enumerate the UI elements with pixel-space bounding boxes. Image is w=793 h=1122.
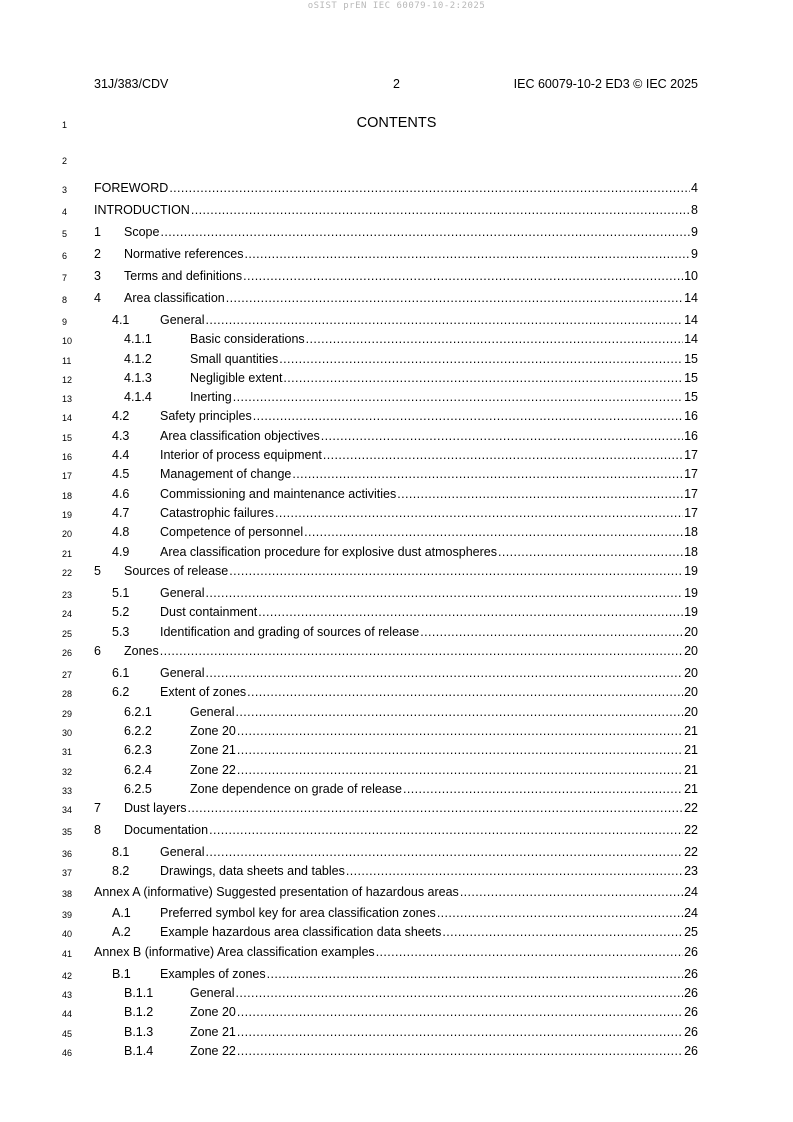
toc-entry-page: 9 xyxy=(691,225,698,239)
line-number: 22 xyxy=(62,568,73,578)
toc-entry-number: 6.2.2 xyxy=(124,724,152,738)
toc-entry-label: Zone dependence on grade of release xyxy=(190,782,402,796)
dot-leader xyxy=(275,506,683,520)
toc-entry-page: 15 xyxy=(684,352,698,366)
toc-entry-number: 4.2 xyxy=(112,409,130,423)
line-number: 12 xyxy=(62,375,73,385)
toc-entry[interactable] xyxy=(94,352,698,368)
toc-entry[interactable] xyxy=(94,332,698,348)
toc-entry-label: General xyxy=(160,845,205,859)
line-number: 24 xyxy=(62,609,73,619)
toc-entry-label: Zone 20 xyxy=(190,1005,236,1019)
line-number: 16 xyxy=(62,452,73,462)
dot-leader xyxy=(160,225,690,239)
toc-entry[interactable] xyxy=(94,181,698,197)
toc-entry[interactable] xyxy=(94,586,698,602)
toc-entry-page: 26 xyxy=(684,1005,698,1019)
toc-entry-label: Small quantities xyxy=(190,352,279,366)
line-number: 30 xyxy=(62,728,73,738)
dot-leader xyxy=(292,467,683,481)
line-number: 38 xyxy=(62,889,73,899)
toc-entry-number: B.1.3 xyxy=(124,1025,154,1039)
toc-entry-label: Area classification xyxy=(124,291,225,305)
toc-entry-label: General xyxy=(190,705,235,719)
toc-entry-number: 6.2.1 xyxy=(124,705,152,719)
dot-leader xyxy=(243,269,683,283)
dot-leader xyxy=(403,782,683,796)
toc-entry-number: 8.1 xyxy=(112,845,130,859)
toc-entry-number: 7 xyxy=(94,801,101,815)
toc-entry-number: 4.1 xyxy=(112,313,130,327)
toc-entry-number: B.1.4 xyxy=(124,1044,154,1058)
toc-entry-page: 4 xyxy=(691,181,698,195)
toc-entry[interactable] xyxy=(94,409,698,425)
watermark: oSIST prEN IEC 60079-10-2:2025 xyxy=(307,1,486,11)
line-number: 13 xyxy=(62,394,73,404)
toc-entry-number: 1 xyxy=(94,225,101,239)
toc-entry[interactable] xyxy=(94,487,698,503)
toc-entry[interactable] xyxy=(94,666,698,682)
dot-leader xyxy=(437,906,683,920)
toc-entry[interactable] xyxy=(94,313,698,329)
toc-entry-page: 19 xyxy=(684,605,698,619)
dot-leader xyxy=(188,801,684,815)
toc-entry-number: 4.6 xyxy=(112,487,130,501)
toc-entry-label: Competence of personnel xyxy=(160,525,304,539)
dot-leader xyxy=(498,545,683,559)
toc-entry-page: 22 xyxy=(684,845,698,859)
toc-entry-page: 14 xyxy=(684,332,698,346)
line-number: 27 xyxy=(62,670,73,680)
dot-leader xyxy=(420,625,683,639)
toc-entry-number: 6 xyxy=(94,644,101,658)
document-code: 31J/383/CDV xyxy=(94,77,169,91)
line-number: 29 xyxy=(62,709,73,719)
line-number: 1 xyxy=(62,120,68,130)
toc-entry-label: Zones xyxy=(124,644,159,658)
toc-entry-page: 21 xyxy=(684,782,698,796)
toc-entry-label: General xyxy=(160,313,205,327)
toc-entry[interactable] xyxy=(94,743,698,759)
toc-entry[interactable] xyxy=(94,291,698,307)
line-number: 44 xyxy=(62,1009,73,1019)
toc-entry-number: 8 xyxy=(94,823,101,837)
dot-leader xyxy=(233,390,683,404)
toc-entry-page: 20 xyxy=(684,685,698,699)
dot-leader xyxy=(321,429,683,443)
toc-entry-number: 3 xyxy=(94,269,101,283)
dot-leader xyxy=(237,1025,683,1039)
dot-leader xyxy=(376,945,683,959)
toc-entry[interactable] xyxy=(94,1025,698,1041)
toc-entry-page: 26 xyxy=(684,1044,698,1058)
line-number: 8 xyxy=(62,295,68,305)
toc-entry[interactable] xyxy=(94,823,698,839)
line-number: 46 xyxy=(62,1048,73,1058)
toc-entry-number: 5.2 xyxy=(112,605,130,619)
dot-leader xyxy=(279,352,683,366)
toc-entry[interactable] xyxy=(94,448,698,464)
toc-entry[interactable] xyxy=(94,864,698,880)
toc-entry-page: 24 xyxy=(684,906,698,920)
dot-leader xyxy=(306,332,683,346)
toc-entry-label: General xyxy=(160,586,205,600)
toc-entry-number: A.2 xyxy=(112,925,131,939)
toc-entry[interactable] xyxy=(94,390,698,406)
toc-entry-page: 21 xyxy=(684,724,698,738)
dot-leader xyxy=(258,605,683,619)
line-number: 40 xyxy=(62,929,73,939)
toc-entry-number: A.1 xyxy=(112,906,131,920)
line-number: 17 xyxy=(62,471,73,481)
page-title: CONTENTS xyxy=(356,115,437,131)
toc-entry-number: 4.4 xyxy=(112,448,130,462)
line-number: 4 xyxy=(62,207,68,217)
toc-entry-page: 26 xyxy=(684,986,698,1000)
dot-leader xyxy=(346,864,683,878)
line-number: 33 xyxy=(62,786,73,796)
toc-entry-label: Management of change xyxy=(160,467,292,481)
toc-entry[interactable] xyxy=(94,1044,698,1060)
toc-entry-number: 5 xyxy=(94,564,101,578)
toc-entry-label: Drawings, data sheets and tables xyxy=(160,864,345,878)
toc-entry-page: 18 xyxy=(684,545,698,559)
toc-entry[interactable] xyxy=(94,801,698,817)
toc-entry-label: Zone 22 xyxy=(190,1044,236,1058)
toc-entry-label: Commissioning and maintenance activities xyxy=(160,487,397,501)
toc-entry-number: B.1 xyxy=(112,967,131,981)
toc-entry-number: 5.1 xyxy=(112,586,130,600)
line-number: 20 xyxy=(62,529,73,539)
toc-entry[interactable] xyxy=(94,525,698,541)
toc-entry-label: Safety principles xyxy=(160,409,252,423)
toc-entry-page: 22 xyxy=(684,823,698,837)
toc-entry[interactable] xyxy=(94,467,698,483)
dot-leader xyxy=(442,925,683,939)
toc-entry-page: 16 xyxy=(684,429,698,443)
toc-entry-label: Interior of process equipment xyxy=(160,448,322,462)
toc-entry-number: 4.9 xyxy=(112,545,130,559)
toc-entry[interactable] xyxy=(94,564,698,580)
toc-entry-label: General xyxy=(190,986,235,1000)
page-number: 2 xyxy=(393,77,400,91)
line-number: 34 xyxy=(62,805,73,815)
dot-leader xyxy=(460,885,683,899)
toc-entry[interactable] xyxy=(94,705,698,721)
toc-entry-page: 19 xyxy=(684,564,698,578)
dot-leader xyxy=(323,448,683,462)
dot-leader xyxy=(235,986,683,1000)
toc-entry[interactable] xyxy=(94,625,698,641)
line-number: 14 xyxy=(62,413,73,423)
dot-leader xyxy=(253,409,683,423)
toc-entry-page: 25 xyxy=(684,925,698,939)
toc-entry[interactable] xyxy=(94,906,698,922)
toc-entry[interactable] xyxy=(94,429,698,445)
line-number: 21 xyxy=(62,549,73,559)
toc-entry[interactable] xyxy=(94,782,698,798)
dot-leader xyxy=(237,1005,683,1019)
toc-entry-label: Sources of release xyxy=(124,564,229,578)
toc-entry-label: Area classification objectives xyxy=(160,429,320,443)
toc-entry-page: 9 xyxy=(691,247,698,261)
toc-entry-number: 4.7 xyxy=(112,506,130,520)
toc-entry-number: 6.2.5 xyxy=(124,782,152,796)
line-number: 43 xyxy=(62,990,73,1000)
line-number: 32 xyxy=(62,767,73,777)
toc-entry-label: Terms and definitions xyxy=(124,269,243,283)
toc-entry-page: 24 xyxy=(684,885,698,899)
dot-leader xyxy=(205,313,683,327)
toc-entry[interactable] xyxy=(94,885,698,901)
toc-entry-number: 2 xyxy=(94,247,101,261)
toc-entry-page: 18 xyxy=(684,525,698,539)
line-number: 5 xyxy=(62,229,68,239)
toc-entry-label: Zone 20 xyxy=(190,724,236,738)
toc-entry-page: 17 xyxy=(684,487,698,501)
toc-entry-label: Normative references xyxy=(124,247,244,261)
toc-entry[interactable] xyxy=(94,763,698,779)
dot-leader xyxy=(226,291,683,305)
toc-entry-label: General xyxy=(160,666,205,680)
toc-entry-page: 20 xyxy=(684,644,698,658)
dot-leader xyxy=(160,644,683,658)
toc-entry-page: 14 xyxy=(684,291,698,305)
line-number: 18 xyxy=(62,491,73,501)
toc-entry-number: B.1.2 xyxy=(124,1005,154,1019)
toc-entry-number: 4.3 xyxy=(112,429,130,443)
dot-leader xyxy=(205,845,683,859)
toc-entry-label: Preferred symbol key for area classification zones xyxy=(160,906,436,920)
toc-entry-label: Annex A (informative) Suggested presentation of hazardous areas xyxy=(94,885,459,899)
dot-leader xyxy=(235,705,683,719)
toc-entry[interactable] xyxy=(94,685,698,701)
dot-leader xyxy=(247,685,683,699)
line-number: 28 xyxy=(62,689,73,699)
toc-entry-page: 20 xyxy=(684,705,698,719)
toc-entry-label: Catastrophic failures xyxy=(160,506,274,520)
toc-entry-label: Extent of zones xyxy=(160,685,247,699)
line-number: 37 xyxy=(62,868,73,878)
toc-entry-label: Area classification procedure for explosive dust atmospheres xyxy=(160,545,497,559)
line-number: 19 xyxy=(62,510,73,520)
toc-entry[interactable] xyxy=(94,269,698,285)
line-number: 7 xyxy=(62,273,68,283)
line-number: 10 xyxy=(62,336,73,346)
toc-entry-page: 8 xyxy=(691,203,698,217)
line-number: 25 xyxy=(62,629,73,639)
toc-entry-label: Inerting xyxy=(190,390,232,404)
toc-entry-page: 17 xyxy=(684,506,698,520)
line-number: 31 xyxy=(62,747,73,757)
dot-leader xyxy=(237,1044,683,1058)
toc-entry-label: Dust containment xyxy=(160,605,258,619)
toc-entry-page: 21 xyxy=(684,743,698,757)
toc-entry-number: 8.2 xyxy=(112,864,130,878)
toc-entry[interactable] xyxy=(94,247,698,263)
toc-entry-page: 22 xyxy=(684,801,698,815)
toc-entry-page: 15 xyxy=(684,390,698,404)
line-number: 15 xyxy=(62,433,73,443)
line-number: 42 xyxy=(62,971,73,981)
toc-entry-number: 4.1.2 xyxy=(124,352,152,366)
toc-entry-number: 4.1.1 xyxy=(124,332,152,346)
toc-entry[interactable] xyxy=(94,506,698,522)
toc-entry-label: Annex B (informative) Area classification examples xyxy=(94,945,375,959)
dot-leader xyxy=(191,203,690,217)
dot-leader xyxy=(237,724,683,738)
toc-entry-page: 21 xyxy=(684,763,698,777)
dot-leader xyxy=(229,564,683,578)
dot-leader xyxy=(397,487,683,501)
dot-leader xyxy=(237,763,683,777)
toc-entry-label: Dust layers xyxy=(124,801,187,815)
dot-leader xyxy=(169,181,690,195)
dot-leader xyxy=(267,967,683,981)
toc-entry-number: 6.1 xyxy=(112,666,130,680)
toc-entry[interactable] xyxy=(94,203,698,219)
line-number: 35 xyxy=(62,827,73,837)
line-number: 11 xyxy=(62,356,72,366)
line-number: 6 xyxy=(62,251,68,261)
toc-entry-number: B.1.1 xyxy=(124,986,154,1000)
toc-entry[interactable] xyxy=(94,1005,698,1021)
toc-entry-label: Basic considerations xyxy=(190,332,305,346)
toc-entry-label: Zone 22 xyxy=(190,763,236,777)
toc-entry-page: 26 xyxy=(684,945,698,959)
toc-entry-page: 26 xyxy=(684,1025,698,1039)
toc-entry-label: Examples of zones xyxy=(160,967,266,981)
line-number: 45 xyxy=(62,1029,73,1039)
toc-entry-number: 5.3 xyxy=(112,625,130,639)
toc-entry-label: Zone 21 xyxy=(190,743,236,757)
line-number: 26 xyxy=(62,648,73,658)
toc-entry-number: 4.5 xyxy=(112,467,130,481)
toc-entry[interactable] xyxy=(94,967,698,983)
toc-entry-page: 17 xyxy=(684,448,698,462)
dot-leader xyxy=(205,666,683,680)
toc-entry-label: INTRODUCTION xyxy=(94,203,190,217)
toc-entry-label: Scope xyxy=(124,225,160,239)
toc-entry-number: 6.2.3 xyxy=(124,743,152,757)
toc-entry[interactable] xyxy=(94,644,698,660)
line-number: 41 xyxy=(62,949,73,959)
toc-entry[interactable] xyxy=(94,545,698,561)
toc-entry-page: 20 xyxy=(684,666,698,680)
toc-entry-page: 17 xyxy=(684,467,698,481)
dot-leader xyxy=(237,743,683,757)
toc-entry-label: Identification and grading of sources of release xyxy=(160,625,420,639)
toc-entry-page: 23 xyxy=(684,864,698,878)
toc-entry-page: 10 xyxy=(684,269,698,283)
toc-entry-number: 4 xyxy=(94,291,101,305)
toc-entry[interactable] xyxy=(94,605,698,621)
dot-leader xyxy=(209,823,683,837)
toc-entry-number: 4.1.4 xyxy=(124,390,152,404)
toc-entry-label: FOREWORD xyxy=(94,181,169,195)
toc-entry-number: 4.8 xyxy=(112,525,130,539)
toc-entry[interactable] xyxy=(94,925,698,941)
toc-entry[interactable] xyxy=(94,724,698,740)
toc-entry-page: 15 xyxy=(684,371,698,385)
toc-entry[interactable] xyxy=(94,371,698,387)
toc-entry-label: Example hazardous area classification data sheets xyxy=(160,925,442,939)
toc-entry[interactable] xyxy=(94,945,698,961)
toc-entry-label: Negligible extent xyxy=(190,371,283,385)
toc-entry-page: 19 xyxy=(684,586,698,600)
toc-entry[interactable] xyxy=(94,845,698,861)
toc-entry-page: 20 xyxy=(684,625,698,639)
toc-entry-page: 16 xyxy=(684,409,698,423)
line-number: 36 xyxy=(62,849,73,859)
toc-entry-number: 6.2 xyxy=(112,685,130,699)
toc-entry-page: 14 xyxy=(684,313,698,327)
toc-entry[interactable] xyxy=(94,225,698,241)
toc-entry-label: Documentation xyxy=(124,823,209,837)
dot-leader xyxy=(283,371,683,385)
line-number: 2 xyxy=(62,156,68,166)
toc-entry-page: 26 xyxy=(684,967,698,981)
dot-leader xyxy=(304,525,683,539)
line-number: 9 xyxy=(62,317,68,327)
dot-leader xyxy=(205,586,683,600)
standard-reference: IEC 60079-10-2 ED3 © IEC 2025 xyxy=(513,77,698,91)
dot-leader xyxy=(245,247,691,261)
line-number: 39 xyxy=(62,910,73,920)
toc-entry[interactable] xyxy=(94,986,698,1002)
line-number: 3 xyxy=(62,185,68,195)
line-number: 23 xyxy=(62,590,73,600)
toc-entry-number: 6.2.4 xyxy=(124,763,152,777)
toc-entry-label: Zone 21 xyxy=(190,1025,236,1039)
toc-entry-number: 4.1.3 xyxy=(124,371,152,385)
